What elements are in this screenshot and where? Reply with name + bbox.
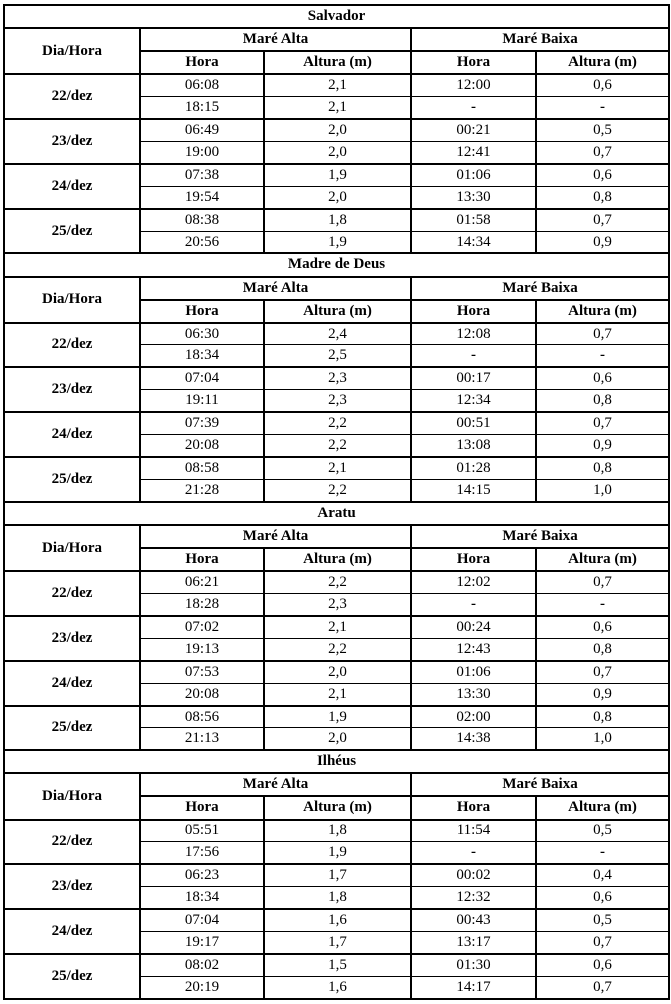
tide-row bbox=[4, 323, 669, 345]
high-tide-header: Maré Alta bbox=[140, 773, 411, 796]
low-tide-hour-cell: - bbox=[411, 97, 536, 119]
low-tide-hour-cell: 12:00 bbox=[411, 74, 536, 96]
high-tide-hour-cell: 07:02 bbox=[140, 616, 264, 638]
low-tide-hour-cell: 12:08 bbox=[411, 323, 536, 345]
high-tide-hour-cell: 08:38 bbox=[140, 209, 264, 231]
high-tide-hour-cell: 08:02 bbox=[140, 954, 264, 976]
day-cell: 22/dez bbox=[4, 571, 140, 616]
high-tide-height-cell: 1,9 bbox=[264, 842, 411, 864]
day-cell: 25/dez bbox=[4, 706, 140, 751]
high-tide-height-cell: 1,8 bbox=[264, 887, 411, 909]
low-tide-height-cell: 0,8 bbox=[536, 706, 669, 728]
low-tide-hour-cell: 01:06 bbox=[411, 164, 536, 186]
high-tide-hour-cell: 07:04 bbox=[140, 909, 264, 931]
low-tide-hour-cell: 00:21 bbox=[411, 119, 536, 141]
section-title: Ilhéus bbox=[4, 750, 669, 773]
high-tide-header: Maré Alta bbox=[140, 28, 411, 51]
low-hour-header: Hora bbox=[411, 51, 536, 74]
low-tide-hour-cell: 12:41 bbox=[411, 141, 536, 163]
high-tide-hour-cell: 18:34 bbox=[140, 887, 264, 909]
tide-row bbox=[4, 119, 669, 141]
low-tide-height-cell: 0,7 bbox=[536, 412, 669, 434]
day-hour-header: Dia/Hora bbox=[4, 525, 140, 571]
low-tide-height-cell: - bbox=[536, 97, 669, 119]
header-row-groups bbox=[4, 525, 669, 548]
low-tide-hour-cell: 13:30 bbox=[411, 683, 536, 705]
low-tide-hour-cell: 00:51 bbox=[411, 412, 536, 434]
low-tide-hour-cell: 13:08 bbox=[411, 435, 536, 457]
day-cell: 22/dez bbox=[4, 323, 140, 368]
section-title-row bbox=[4, 502, 669, 525]
low-tide-height-cell: 0,6 bbox=[536, 887, 669, 909]
day-cell: 24/dez bbox=[4, 164, 140, 209]
low-tide-hour-cell: 13:17 bbox=[411, 932, 536, 954]
low-tide-height-cell: 0,7 bbox=[536, 209, 669, 231]
low-tide-hour-cell: 14:15 bbox=[411, 480, 536, 502]
section-title: Madre de Deus bbox=[4, 253, 669, 276]
low-tide-height-cell: 0,7 bbox=[536, 976, 669, 999]
high-tide-height-cell: 2,3 bbox=[264, 390, 411, 412]
high-tide-height-cell: 2,2 bbox=[264, 412, 411, 434]
high-tide-hour-cell: 07:38 bbox=[140, 164, 264, 186]
high-tide-height-cell: 1,9 bbox=[264, 164, 411, 186]
section-title: Aratu bbox=[4, 502, 669, 525]
high-height-header: Altura (m) bbox=[264, 51, 411, 74]
low-tide-hour-cell: 14:34 bbox=[411, 231, 536, 253]
high-tide-hour-cell: 17:56 bbox=[140, 842, 264, 864]
low-tide-height-cell: 0,5 bbox=[536, 119, 669, 141]
high-tide-hour-cell: 07:53 bbox=[140, 661, 264, 683]
day-cell: 22/dez bbox=[4, 820, 140, 865]
high-tide-hour-cell: 08:56 bbox=[140, 706, 264, 728]
low-tide-height-cell: 0,9 bbox=[536, 435, 669, 457]
high-hour-header: Hora bbox=[140, 796, 264, 819]
low-tide-height-cell: - bbox=[536, 345, 669, 367]
low-tide-height-cell: 0,8 bbox=[536, 390, 669, 412]
low-tide-header: Maré Baixa bbox=[411, 773, 669, 796]
tide-row bbox=[4, 661, 669, 683]
low-height-header: Altura (m) bbox=[536, 548, 669, 571]
low-tide-height-cell: 0,6 bbox=[536, 164, 669, 186]
tide-row bbox=[4, 367, 669, 389]
high-tide-height-cell: 2,3 bbox=[264, 367, 411, 389]
low-tide-header: Maré Baixa bbox=[411, 277, 669, 300]
high-tide-height-cell: 2,1 bbox=[264, 74, 411, 96]
high-tide-header: Maré Alta bbox=[140, 277, 411, 300]
high-tide-hour-cell: 05:51 bbox=[140, 820, 264, 842]
low-tide-hour-cell: 00:17 bbox=[411, 367, 536, 389]
tide-row bbox=[4, 820, 669, 842]
low-hour-header: Hora bbox=[411, 300, 536, 323]
low-tide-height-cell: 0,9 bbox=[536, 231, 669, 253]
tide-row bbox=[4, 209, 669, 231]
day-cell: 24/dez bbox=[4, 412, 140, 457]
low-tide-height-cell: 0,6 bbox=[536, 616, 669, 638]
low-hour-header: Hora bbox=[411, 548, 536, 571]
high-tide-height-cell: 1,5 bbox=[264, 954, 411, 976]
section-title-row bbox=[4, 750, 669, 773]
day-hour-header: Dia/Hora bbox=[4, 28, 140, 74]
low-height-header: Altura (m) bbox=[536, 51, 669, 74]
tide-row bbox=[4, 571, 669, 593]
high-tide-header: Maré Alta bbox=[140, 525, 411, 548]
section-title-row bbox=[4, 5, 669, 28]
day-hour-header: Dia/Hora bbox=[4, 773, 140, 819]
low-tide-hour-cell: 12:43 bbox=[411, 638, 536, 660]
low-tide-hour-cell: 11:54 bbox=[411, 820, 536, 842]
day-cell: 23/dez bbox=[4, 616, 140, 661]
high-tide-hour-cell: 19:00 bbox=[140, 141, 264, 163]
high-tide-hour-cell: 20:19 bbox=[140, 976, 264, 999]
high-tide-hour-cell: 19:11 bbox=[140, 390, 264, 412]
high-tide-hour-cell: 06:49 bbox=[140, 119, 264, 141]
header-row-groups bbox=[4, 28, 669, 51]
low-tide-height-cell: 0,6 bbox=[536, 954, 669, 976]
high-hour-header: Hora bbox=[140, 51, 264, 74]
high-tide-height-cell: 1,8 bbox=[264, 820, 411, 842]
low-tide-hour-cell: 02:00 bbox=[411, 706, 536, 728]
high-tide-height-cell: 2,2 bbox=[264, 480, 411, 502]
day-cell: 23/dez bbox=[4, 864, 140, 909]
low-tide-hour-cell: 00:43 bbox=[411, 909, 536, 931]
low-tide-height-cell: 0,8 bbox=[536, 457, 669, 479]
day-cell: 23/dez bbox=[4, 367, 140, 412]
low-tide-height-cell: - bbox=[536, 842, 669, 864]
high-tide-height-cell: 2,2 bbox=[264, 571, 411, 593]
high-tide-height-cell: 2,0 bbox=[264, 119, 411, 141]
low-tide-height-cell: 1,0 bbox=[536, 480, 669, 502]
day-cell: 24/dez bbox=[4, 661, 140, 706]
high-tide-height-cell: 1,7 bbox=[264, 932, 411, 954]
tide-row bbox=[4, 164, 669, 186]
low-tide-height-cell: 0,7 bbox=[536, 571, 669, 593]
low-tide-hour-cell: 12:02 bbox=[411, 571, 536, 593]
high-tide-height-cell: 2,1 bbox=[264, 457, 411, 479]
high-tide-hour-cell: 19:13 bbox=[140, 638, 264, 660]
low-tide-hour-cell: - bbox=[411, 593, 536, 615]
low-tide-height-cell: 1,0 bbox=[536, 728, 669, 750]
high-tide-hour-cell: 21:28 bbox=[140, 480, 264, 502]
tide-row bbox=[4, 74, 669, 96]
tide-row bbox=[4, 706, 669, 728]
low-tide-hour-cell: 12:34 bbox=[411, 390, 536, 412]
day-cell: 24/dez bbox=[4, 909, 140, 954]
tide-table-body bbox=[4, 5, 669, 999]
low-tide-height-cell: 0,7 bbox=[536, 661, 669, 683]
tide-row bbox=[4, 909, 669, 931]
tide-row bbox=[4, 412, 669, 434]
high-tide-height-cell: 1,6 bbox=[264, 909, 411, 931]
high-hour-header: Hora bbox=[140, 300, 264, 323]
low-tide-hour-cell: 14:38 bbox=[411, 728, 536, 750]
day-cell: 25/dez bbox=[4, 457, 140, 502]
high-tide-hour-cell: 07:04 bbox=[140, 367, 264, 389]
day-cell: 25/dez bbox=[4, 209, 140, 254]
high-tide-hour-cell: 07:39 bbox=[140, 412, 264, 434]
high-tide-height-cell: 2,4 bbox=[264, 323, 411, 345]
high-tide-height-cell: 2,1 bbox=[264, 616, 411, 638]
high-height-header: Altura (m) bbox=[264, 300, 411, 323]
high-tide-height-cell: 2,5 bbox=[264, 345, 411, 367]
low-tide-hour-cell: 14:17 bbox=[411, 976, 536, 999]
high-tide-height-cell: 2,0 bbox=[264, 186, 411, 208]
high-tide-height-cell: 2,0 bbox=[264, 661, 411, 683]
section-title-row bbox=[4, 253, 669, 276]
high-tide-hour-cell: 20:56 bbox=[140, 231, 264, 253]
day-cell: 25/dez bbox=[4, 954, 140, 999]
low-tide-height-cell: 0,7 bbox=[536, 141, 669, 163]
low-tide-height-cell: 0,9 bbox=[536, 683, 669, 705]
high-tide-hour-cell: 08:58 bbox=[140, 457, 264, 479]
high-hour-header: Hora bbox=[140, 548, 264, 571]
high-tide-hour-cell: 06:21 bbox=[140, 571, 264, 593]
high-tide-hour-cell: 18:28 bbox=[140, 593, 264, 615]
high-tide-hour-cell: 19:17 bbox=[140, 932, 264, 954]
high-tide-hour-cell: 18:15 bbox=[140, 97, 264, 119]
low-hour-header: Hora bbox=[411, 796, 536, 819]
low-tide-hour-cell: - bbox=[411, 842, 536, 864]
high-tide-hour-cell: 06:30 bbox=[140, 323, 264, 345]
high-tide-height-cell: 2,1 bbox=[264, 97, 411, 119]
day-cell: 22/dez bbox=[4, 74, 140, 119]
high-tide-height-cell: 1,6 bbox=[264, 976, 411, 999]
low-tide-hour-cell: 00:02 bbox=[411, 864, 536, 886]
high-tide-hour-cell: 20:08 bbox=[140, 683, 264, 705]
high-tide-height-cell: 2,3 bbox=[264, 593, 411, 615]
low-tide-hour-cell: 01:30 bbox=[411, 954, 536, 976]
low-tide-height-cell: 0,5 bbox=[536, 820, 669, 842]
high-tide-height-cell: 1,9 bbox=[264, 706, 411, 728]
high-height-header: Altura (m) bbox=[264, 548, 411, 571]
high-tide-height-cell: 2,0 bbox=[264, 728, 411, 750]
low-tide-hour-cell: 01:06 bbox=[411, 661, 536, 683]
low-tide-hour-cell: 12:32 bbox=[411, 887, 536, 909]
tide-table bbox=[3, 4, 670, 1000]
high-tide-height-cell: 2,2 bbox=[264, 435, 411, 457]
low-tide-hour-cell: 01:58 bbox=[411, 209, 536, 231]
high-tide-height-cell: 2,2 bbox=[264, 638, 411, 660]
low-tide-header: Maré Baixa bbox=[411, 28, 669, 51]
header-row-groups bbox=[4, 773, 669, 796]
high-tide-hour-cell: 20:08 bbox=[140, 435, 264, 457]
high-height-header: Altura (m) bbox=[264, 796, 411, 819]
high-tide-height-cell: 2,0 bbox=[264, 141, 411, 163]
low-tide-height-cell: 0,7 bbox=[536, 932, 669, 954]
tide-row bbox=[4, 864, 669, 886]
high-tide-height-cell: 1,9 bbox=[264, 231, 411, 253]
low-tide-height-cell: - bbox=[536, 593, 669, 615]
low-tide-height-cell: 0,6 bbox=[536, 74, 669, 96]
low-tide-header: Maré Baixa bbox=[411, 525, 669, 548]
low-height-header: Altura (m) bbox=[536, 300, 669, 323]
low-tide-hour-cell: 01:28 bbox=[411, 457, 536, 479]
low-tide-hour-cell: 00:24 bbox=[411, 616, 536, 638]
low-tide-hour-cell: - bbox=[411, 345, 536, 367]
high-tide-hour-cell: 21:13 bbox=[140, 728, 264, 750]
header-row-groups bbox=[4, 277, 669, 300]
low-tide-height-cell: 0,6 bbox=[536, 367, 669, 389]
tide-row bbox=[4, 457, 669, 479]
high-tide-hour-cell: 06:08 bbox=[140, 74, 264, 96]
day-hour-header: Dia/Hora bbox=[4, 277, 140, 323]
tide-row bbox=[4, 616, 669, 638]
low-tide-hour-cell: 13:30 bbox=[411, 186, 536, 208]
high-tide-hour-cell: 19:54 bbox=[140, 186, 264, 208]
high-tide-height-cell: 2,1 bbox=[264, 683, 411, 705]
low-tide-height-cell: 0,4 bbox=[536, 864, 669, 886]
low-tide-height-cell: 0,5 bbox=[536, 909, 669, 931]
high-tide-hour-cell: 18:34 bbox=[140, 345, 264, 367]
high-tide-height-cell: 1,8 bbox=[264, 209, 411, 231]
low-tide-height-cell: 0,7 bbox=[536, 323, 669, 345]
low-height-header: Altura (m) bbox=[536, 796, 669, 819]
section-title: Salvador bbox=[4, 5, 669, 28]
low-tide-height-cell: 0,8 bbox=[536, 638, 669, 660]
low-tide-height-cell: 0,8 bbox=[536, 186, 669, 208]
tide-row bbox=[4, 954, 669, 976]
day-cell: 23/dez bbox=[4, 119, 140, 164]
high-tide-hour-cell: 06:23 bbox=[140, 864, 264, 886]
high-tide-height-cell: 1,7 bbox=[264, 864, 411, 886]
